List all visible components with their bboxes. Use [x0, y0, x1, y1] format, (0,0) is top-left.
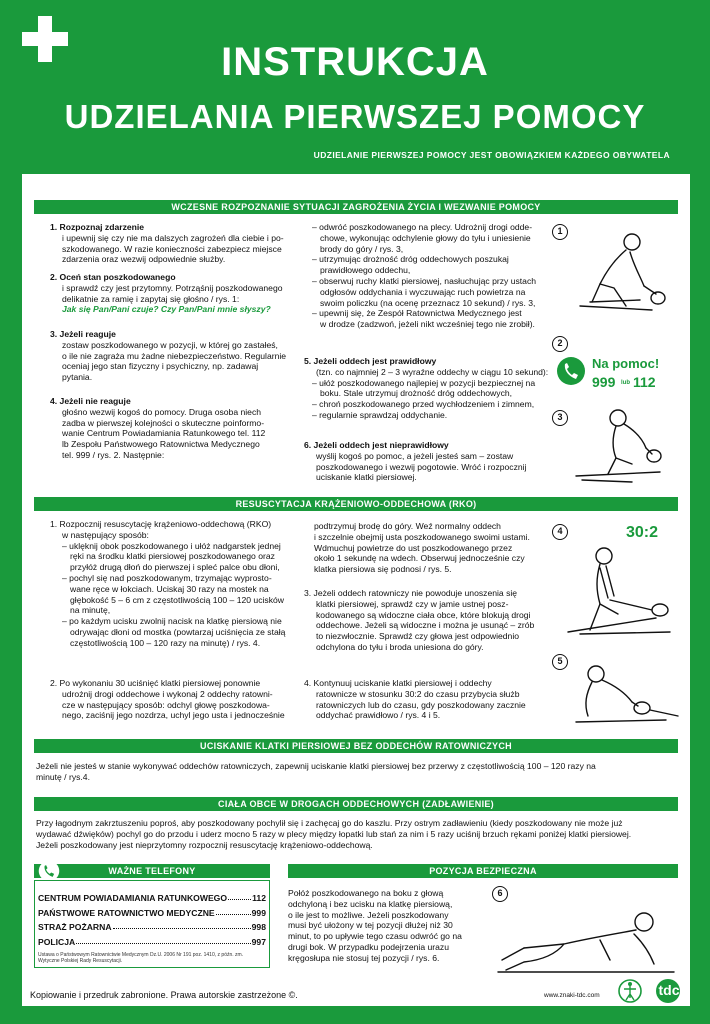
col2-line: odgłosów oddychania i wyczuwając ruch powietrza na [320, 286, 526, 297]
rko-line: głębokość 5 – 6 cm z częstotliwością 100 – 120 ucisków [70, 594, 284, 605]
rko-line: – uklęknij obok poszkodowanego i ułóż nadgarstek jednej [62, 540, 281, 551]
step3 [50, 329, 300, 383]
phone-row [38, 893, 266, 903]
rko-line: 4. Kontynuuj uciskanie klatki piersiowej i oddechy [304, 678, 492, 688]
ratio-label: 30:2 [626, 524, 659, 541]
rko-line: cze w następujący sposób: odchyl głowę poszkodowa- [62, 699, 270, 710]
col2-line: – utrzymując drożność dróg oddechowych poszukaj [312, 254, 509, 265]
col2-line: chowe, wykonując odchylenie głowy do tyłu i uniesienie [320, 232, 531, 243]
rko-line: około 1 sekundę na wdech. Obserwuj jednocześnie czy [314, 553, 525, 564]
phone-label: STRAŻ POŻARNA [38, 922, 112, 932]
help-or: lub [621, 380, 630, 386]
rko-line: oddechowe. Jeżeli są widoczne i można je usunąć – zrób [316, 620, 535, 631]
figure-number: 1 [552, 224, 568, 240]
subtitle: UDZIELANIE PIERWSZEJ POMOCY JEST OBOWIĄZKIEM KAŻDEGO OBYWATELA [313, 150, 670, 160]
figure-number: 4 [552, 524, 568, 540]
rko-line: udrożnij drogi oddechowe i wykonaj 2 oddechy ratowni- [62, 688, 273, 699]
step4-title: 4. Jeżeli nie reaguje [50, 396, 131, 406]
footer-copyright: Kopiowanie i przedruk zabronione. Prawa autorskie zastrzeżone ©. [30, 990, 298, 1000]
phone-row [38, 922, 266, 932]
telephone-icon [556, 356, 586, 386]
phone-label: POLICJA [38, 937, 76, 947]
step3-line: oceniaj jego stan fizyczny i psychiczny, np. zadawaj [62, 361, 259, 372]
rko-line: ratowniczych lub do czasu, gdy poszkodowany zacznie [316, 699, 526, 710]
rko-line: i szczelnie obejmij usta poszkodowanego swoimi ustami. [314, 531, 530, 542]
phone-number: 112 [252, 893, 266, 903]
rko-line: podtrzymuj brodę do góry. Weź normalny oddech [314, 521, 501, 531]
step5-title: 5. Jeżeli oddech jest prawidłowy [304, 356, 437, 366]
section5-line: o ile jest to możliwe. Jeżeli poszkodowany [288, 909, 449, 920]
figure-number: 2 [552, 336, 568, 352]
phone-number: 997 [251, 937, 266, 947]
step5-line: (tzn. co najmniej 2 – 3 wyraźne oddechy w ciągu 10 sekund): [316, 366, 549, 377]
step4-line: wanie Centrum Powiadamiania Ratunkowego tel. 112 [62, 428, 266, 439]
rko-line: 3. Jeżeli oddech ratowniczy nie powoduje unoszenia się [304, 588, 518, 598]
phone-number: 998 [251, 922, 266, 932]
rko-line: na minutę, [70, 605, 111, 616]
rko-line: klatki piersiowej, sprawdź czy w jamie ustnej posz- [316, 598, 509, 609]
step1-line: zdarzenia oraz wezwij odpowiednie służby. [62, 254, 226, 265]
logo-text: tdc [658, 982, 680, 998]
step4-line: tel. 999 / rys. 2. Następnie: [62, 449, 165, 460]
rko-line: oddychać prawidłowo / rys. 4 i 5. [316, 710, 441, 721]
figure-number: 5 [552, 654, 568, 670]
help-number: 999 [592, 374, 616, 390]
col2-line: – odwróć poszkodowanego na plecy. Udrożnij drogi odde- [312, 222, 533, 232]
section1-heading: WCZESNE ROZPOZNANIE SYTUACJI ZAGROŻENIA ŻYCIA I WEZWANIE POMOCY [34, 200, 678, 214]
rko-step3 [304, 588, 550, 653]
section5-text [288, 888, 488, 964]
step5-line: – chroń poszkodowanego przed wychłodzeniem i zimnem, [312, 399, 535, 410]
figure-4-illustration [560, 544, 680, 640]
col2-line: w drodze (zadzwoń, jeżeli nikt wcześniej tego nie zrobił). [320, 319, 535, 330]
step6-line: poszkodowanego i wezwij pogotowie. Wróć i rozpocznij [316, 461, 527, 472]
section5-line: Połóż poszkodowanego na boku z głową [288, 888, 444, 898]
col2-line: – obserwuj ruchy klatki piersiowej, nasłuchując przy ustach [312, 275, 537, 286]
help-label: Na pomoc! [592, 356, 660, 371]
figure-1-illustration [570, 226, 680, 316]
rko-step2 [50, 678, 306, 721]
rko-line: ręki na środku klatki piersiowej poszkodowanego oraz [70, 551, 275, 562]
rko-line: 1. Rozpocznij resuscytację krążeniowo-oddechową (RKO) [50, 519, 272, 529]
rko-line: odchylona do tyłu i broda uniesiona do góry. [316, 641, 484, 652]
step4 [50, 396, 300, 461]
section5-line: musi być ułożony w tej pozycji dłużej niż 30 [288, 920, 453, 931]
step3-line: o ile nie zagraża mu żadne niebezpieczeństwo. Regularnie [62, 350, 287, 361]
title-line2: UDZIELANIA PIERWSZEJ POMOCY [64, 98, 646, 135]
step5-line: – regularnie sprawdzaj oddychanie. [312, 409, 448, 420]
rko-line: przyłóż drugą dłoń do pierwszej i spleć palce obu dłoni, [70, 562, 280, 573]
section4-line: Jeżeli poszkodowany jest nieprzytomny rozpocznij resuscytację krążeniowo-oddechową. [36, 839, 373, 850]
step3-title: 3. Jeżeli reaguje [50, 329, 116, 339]
footnote-line: Wytyczne Polskiej Rady Resuscytacji. [38, 958, 123, 964]
section4-text [36, 818, 676, 850]
step2 [50, 272, 300, 315]
tdc-logo-icon [618, 978, 690, 1004]
step2-line: i sprawdź czy jest przytomny. Potrząśnij poszkodowanego [62, 282, 283, 293]
step2-title: 2. Oceń stan poszkodowanego [50, 272, 176, 282]
section3-line: minutę / rys.4. [36, 771, 90, 782]
rko-line: odrywając dłoni od mostka (powtarzaj uciśnięcia ze stałą [70, 626, 286, 637]
rko-line: – pochyl się nad poszkodowanym, trzymając wyprosto- [62, 572, 272, 583]
section2-heading: RESUSCYTACJA KRĄŻENIOWO-ODDECHOWA (RKO) [34, 497, 678, 511]
section3-text [36, 761, 676, 783]
phones-heading: WAŻNE TELEFONY [34, 864, 270, 878]
step4-line: lb Zespołu Państwowego Ratownictwa Medycznego [62, 439, 260, 450]
section3-heading: UCISKANIE KLATKI PIERSIOWEJ BEZ ODDECHÓW RATOWNICZYCH [34, 739, 678, 753]
footer-url[interactable]: www.znaki-tdc.com [544, 992, 600, 999]
step6-line: wyślij kogoś po pomoc, a jeżeli jesteś sam – zostaw [316, 450, 514, 461]
rko-line: wane ręce w łokciach. Uciskaj 30 razy na mostek na [70, 583, 269, 594]
section5-line: kręgosłupa nie stosuj tej pozycji / rys. 6. [288, 952, 440, 963]
rko-line: nego, zaciśnij jego nozdrza, uchyl jego usta i jednocześnie [62, 710, 285, 721]
section4-line: wydawać dźwięków) pochyl go do przodu i uderz mocno 5 razy w plecy między łopatki lub stań za nim i 5 razy uciśnij brzuch rękami poniżej klatki piersiowej. [36, 828, 632, 839]
step2-line: delikatnie za ramię i zapytaj się głośno / rys. 1: [62, 293, 240, 304]
phones-footnote [38, 952, 268, 964]
rko-line: Wdmuchuj powietrze do ust poszkodowanego przez [314, 542, 513, 553]
figure-number: 6 [492, 886, 508, 902]
section3-line: Jeżeli nie jesteś w stanie wykonywać oddechów ratowniczych, zapewnij uciskanie klatki piersiowej bez przerwy z częstotliwością 100 – 120 razy na [36, 761, 596, 771]
section4-line: Przy łagodnym zakrztuszeniu poproś, aby poszkodowany pochylił się i zachęcaj go do kaszlu. Przy ostrym zadławieniu (kiedy poszkodowany nie może już [36, 818, 623, 828]
rko-line: – po każdym ucisku zwolnij nacisk na klatkę piersiową nie [62, 616, 282, 627]
rko-line: ratownicze w stosunku 30:2 do czasu przybycia służb [316, 688, 520, 699]
phone-row [38, 937, 266, 947]
section5-line: minut, to po upływie tego czasu odwróć go na [288, 931, 462, 942]
step1-line: i upewnij się czy nie ma dalszych zagrożeń dla ciebie i po- [62, 232, 284, 243]
step5 [304, 356, 550, 421]
section5-line: odchyloną i bez ucisku na klatkę piersiową, [288, 898, 453, 909]
step5-line: – ułóż poszkodowanego najlepiej w pozycji bezpiecznej na [312, 377, 536, 388]
section5-heading: POZYCJA BEZPIECZNA [288, 864, 678, 878]
col2-line: – upewnij się, że Zespół Ratownictwa Medycznego jest [312, 308, 522, 319]
step1 [50, 222, 300, 265]
section1-col2 [312, 222, 550, 330]
step6-title: 6. Jeżeli oddech jest nieprawidłowy [304, 440, 449, 450]
section4-heading: CIAŁA OBCE W DROGACH ODDECHOWYCH (ZADŁAWIENIE) [34, 797, 678, 811]
phone-label: PAŃSTWOWE RATOWNICTWO MEDYCZNE [38, 908, 215, 918]
figure-number: 3 [552, 410, 568, 426]
rko-line: kodowanego są widoczne ciała obce, które blokują drogi [316, 609, 531, 620]
rko-step4 [304, 678, 550, 721]
step3-line: pytania. [62, 372, 93, 383]
col2-line: brody do góry / rys. 3, [320, 243, 404, 254]
step5-line: boku. Stale utrzymuj drożność dróg oddechowych, [320, 388, 513, 399]
rko-line: to niezwłocznie. Sprawdź czy głowa jest odpowiednio [316, 631, 520, 642]
col2-line: swoim policzku (na ocenę przeznacz 10 sekund) / rys. 3, [320, 297, 536, 308]
step6-line: uciskanie klatki piersiowej. [316, 472, 417, 483]
step1-line: szkodowanego. W razie konieczności zabezpiecz miejsce [62, 243, 282, 254]
footnote-line: Ustawa o Państwowym Ratownictwie Medycznym Dz.U. 2006 Nr 191 poz. 1410, z późn. zm. [38, 952, 244, 958]
telephone-icon [38, 860, 60, 882]
phone-label: CENTRUM POWIADAMIANIA RATUNKOWEGO [38, 893, 228, 903]
phone-number: 999 [251, 908, 266, 918]
rko-line: częstotliwością 100 – 120 razy na minutę) / rys. 4. [70, 637, 261, 648]
step4-line: głośno wezwij kogoś do pomocy. Druga osoba niech [62, 406, 262, 417]
rko-line: 2. Po wykonaniu 30 uciśnięć klatki piersiowej ponownie [50, 678, 261, 688]
phone-row [38, 908, 266, 918]
help-number2: 112 [633, 374, 656, 390]
rko-col2-continued [314, 521, 550, 575]
title-line1: INSTRUKCJA [221, 40, 489, 84]
step4-line: zadba w pierwszej kolejności o skuteczne poinformo- [62, 417, 265, 428]
rko-line: w następujący sposób: [62, 529, 149, 540]
figure-5-illustration [566, 650, 680, 730]
figure-6-illustration [494, 900, 680, 974]
step1-title: 1. Rozpoznaj zdarzenie [50, 222, 145, 232]
figure-3-illustration [572, 404, 680, 486]
step6 [304, 440, 550, 483]
rko-step1 [50, 519, 306, 649]
step3-line: zostaw poszkodowanego w pozycji, w której go zastałeś, [62, 339, 278, 350]
section5-line: drugi bok. W przypadku podejrzenia urazu [288, 941, 449, 952]
rko-line: klatka piersiowa się podnosi / rys. 5. [314, 564, 452, 575]
step2-question: Jak się Pan/Pani czuje? Czy Pan/Pani mnie słyszy? [62, 304, 271, 315]
col2-line: prawidłowego oddechu, [320, 265, 411, 276]
